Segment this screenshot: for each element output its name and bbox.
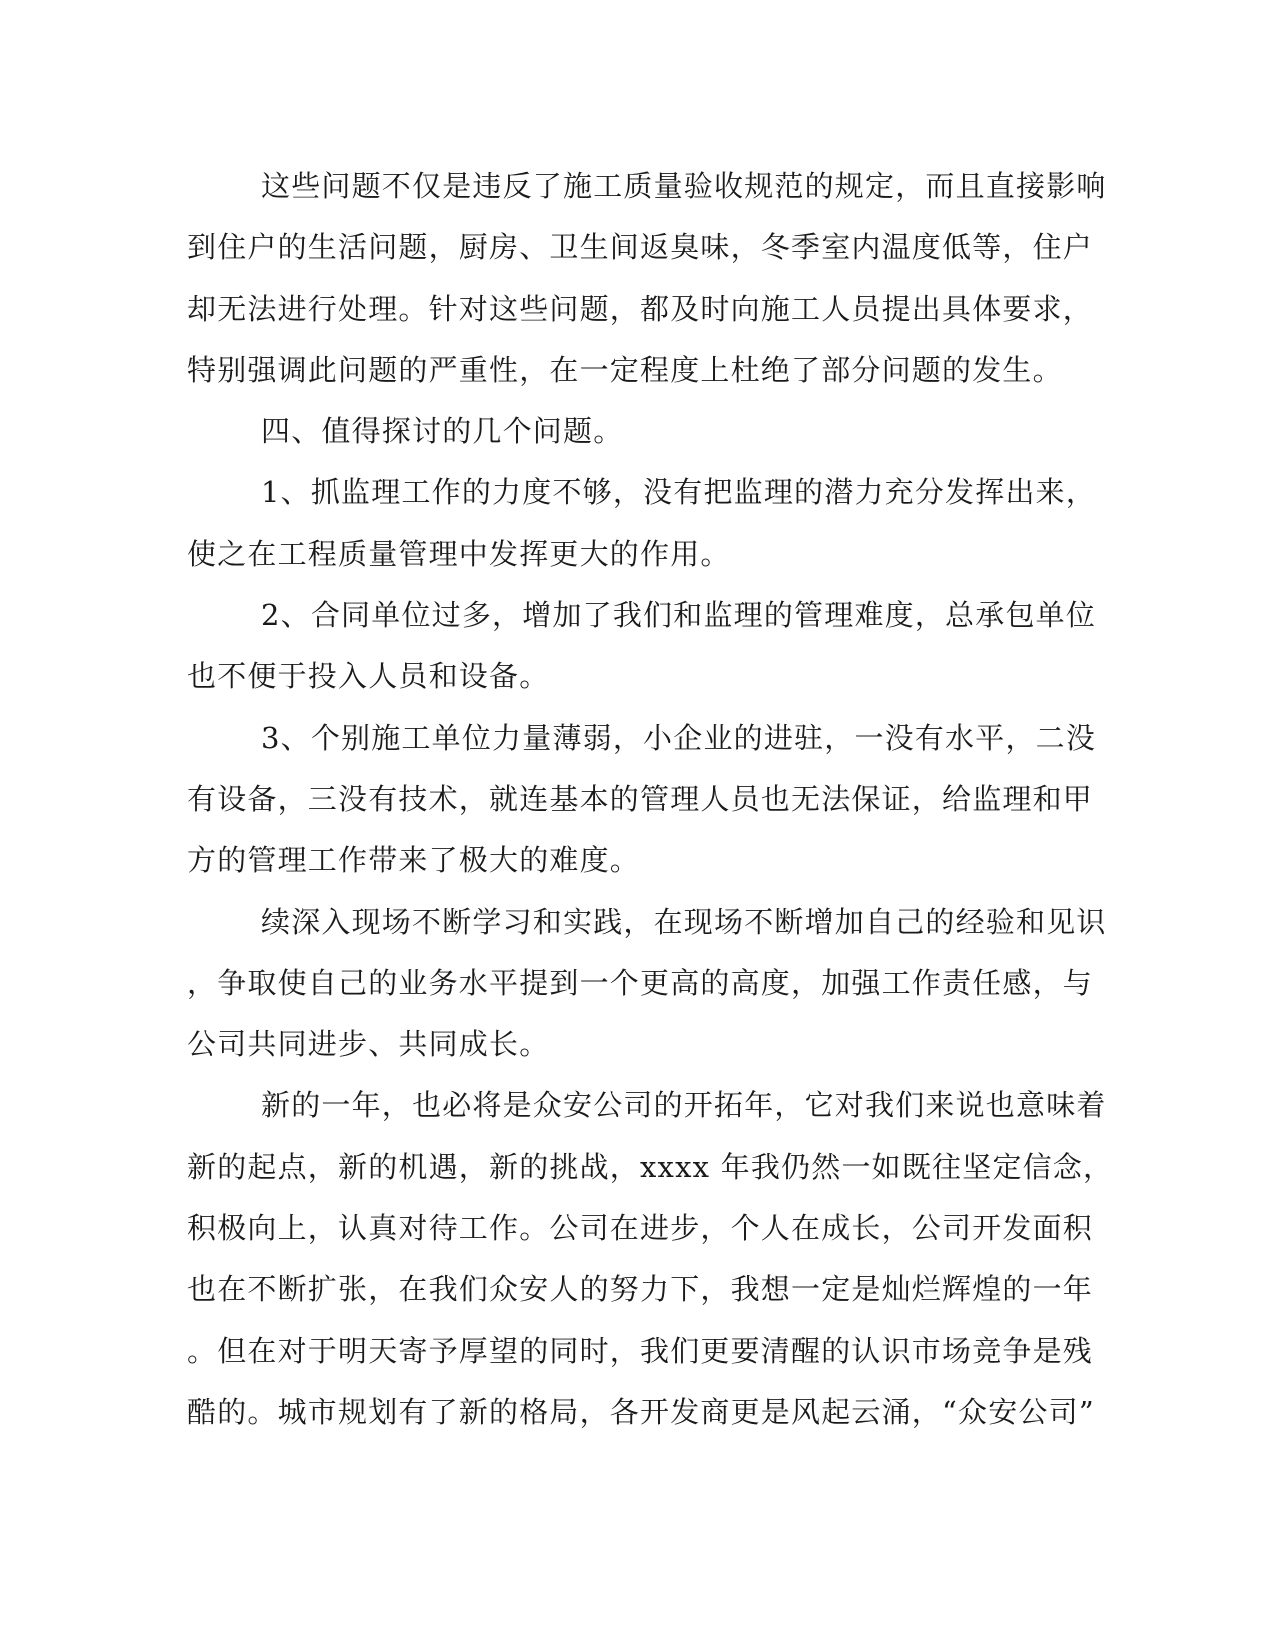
text-line: 积极向上，认真对待工作。公司在进步，个人在成长，公司开发面积 (187, 1211, 1094, 1246)
text-line: 新的一年，也必将是众安公司的开拓年，它对我们来说也意味着 (261, 1088, 1107, 1123)
text-line: 3、个别施工单位力量薄弱，小企业的进驻，一没有水平，二没 (261, 720, 1097, 755)
text-line: 到住户的生活问题，厨房、卫生间返臭味，冬季室内温度低等，住户 (187, 230, 1094, 265)
text-line: 却无法进行处理。针对这些问题，都及时向施工人员提出具体要求， (187, 291, 1094, 326)
text-line: 1、抓监理工作的力度不够，没有把监理的潜力充分发挥出来， (261, 475, 1097, 510)
text-line: ，争取使自己的业务水平提到一个更高的高度，加强工作责任感，与 (187, 965, 1094, 1000)
text-line: 这些问题不仅是违反了施工质量验收规范的规定，而且直接影响 (261, 169, 1107, 203)
text-line: 酷的。城市规划有了新的格局，各开发商更是风起云涌，“众安公司” (187, 1394, 1095, 1429)
text-line: 有设备，三没有技术，就连基本的管理人员也无法保证，给监理和甲 (187, 781, 1094, 816)
text-line: 新的起点，新的机遇，新的挑战，xxxx 年我仍然一如既往坚定信念， (187, 1149, 1114, 1184)
text-line: 。但在对于明天寄予厚望的同时，我们更要清醒的认识市场竞争是残 (187, 1333, 1094, 1368)
body-text (187, 156, 1114, 1443)
section-heading: 四、值得探讨的几个问题。 (261, 414, 624, 449)
text-line: 也在不断扩张，在我们众安人的努力下，我想一定是灿烂辉煌的一年 (187, 1272, 1094, 1307)
text-line: 公司共同进步、共同成长。 (187, 1027, 550, 1062)
text-line: 特别强调此问题的严重性，在一定程度上杜绝了部分问题的发生。 (187, 352, 1063, 387)
text-line: 方的管理工作带来了极大的难度。 (187, 843, 641, 878)
text-line: 使之在工程质量管理中发挥更大的作用。 (187, 536, 731, 571)
text-line: 也不便于投入人员和设备。 (187, 659, 550, 694)
text-line: 续深入现场不断学习和实践，在现场不断增加自己的经验和见识 (261, 904, 1107, 939)
text-line: 2、合同单位过多，增加了我们和监理的管理难度，总承包单位 (261, 598, 1097, 633)
